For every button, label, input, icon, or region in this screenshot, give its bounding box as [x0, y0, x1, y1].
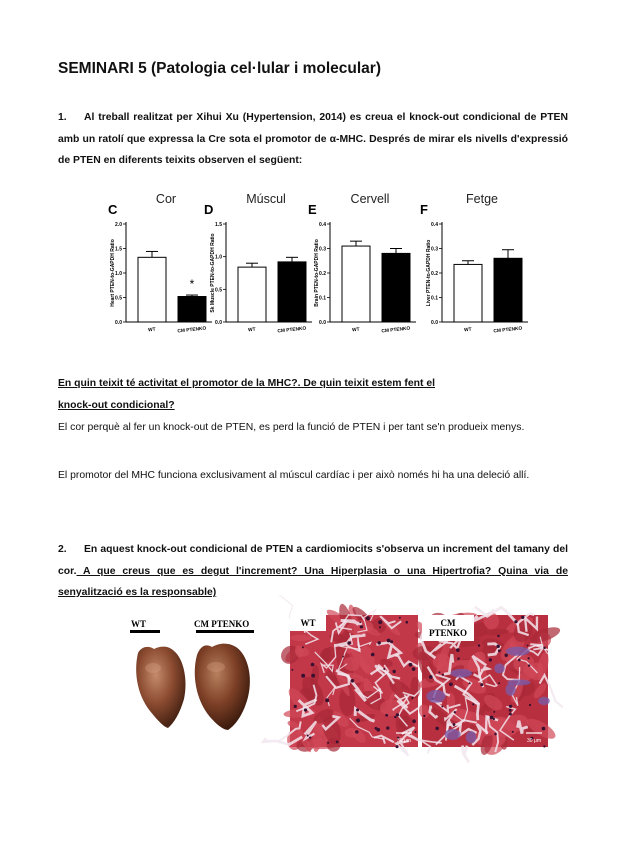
chart-ytick-label: 0.5 [215, 287, 222, 294]
chart-category-label: CM PTENKO [381, 326, 411, 335]
chart-category-label: CM PTENKO [177, 326, 207, 335]
chart-ytick-label: 1.0 [115, 271, 122, 277]
chart-category-label: CM PTENKO [493, 326, 523, 335]
histology-ko-label-line-2: PTENKO [428, 628, 468, 638]
wt-heart-shape [136, 647, 185, 728]
chart-ytick-label: 1.5 [215, 222, 222, 228]
chart-category-label: WT [247, 327, 256, 334]
chart-ytick-label: 0.3 [431, 246, 438, 253]
chart-title: Cor [155, 192, 177, 206]
histology-ko-image [422, 615, 548, 747]
chart-panel-letter: D [204, 202, 214, 217]
chart-svg-c [108, 188, 218, 338]
chart-svg-f [420, 188, 534, 338]
chart-bar-wt [138, 257, 166, 322]
chart-panel-letter: C [108, 202, 118, 217]
chart-ytick-label: 0.4 [319, 222, 326, 228]
question-2-prompt: A que creus que es degut l'increment? Una Hiperplasia o una Hipertrofia? Quina via de senyalització es la responsable) [58, 565, 568, 598]
histology-ko-label-line-1: CM [440, 618, 456, 628]
chart-bar-cm-ptenko [178, 297, 206, 322]
chart-ytick-label: 0.5 [115, 295, 122, 302]
chart-category-label: WT [351, 327, 360, 334]
chart-svg-d [204, 188, 318, 338]
chart-bar-wt [342, 246, 370, 322]
chart-significance-marker: * [189, 277, 195, 292]
chart-panel-d [204, 188, 318, 343]
chart-ytick-label: 0.4 [431, 222, 438, 228]
scale-bar-label: 30 μm [527, 738, 541, 744]
question-1-prompt-line-1: En quin teixit té activitat el promotor de la MHC?. De quin teixit estem fent el [58, 378, 436, 389]
chart-ytick-label: 2.0 [115, 222, 122, 228]
wt-photo-label-bar [130, 630, 160, 633]
chart-bar-cm-ptenko [494, 258, 522, 322]
question-1-number: 1. [58, 112, 67, 123]
histology-wt-image [290, 615, 418, 747]
chart-ytick-label: 0.0 [319, 320, 326, 326]
histology-wt-label-line-1: WT [300, 618, 316, 628]
chart-ytick-label: 0.0 [115, 320, 122, 326]
chart-panel-f [420, 188, 534, 343]
answer-1-paragraph-1: El cor perquè al fer un knock-out de PTEN, es perd la funció de PTEN i per tant se'n produeix menys. [58, 422, 525, 433]
chart-ylabel: Liver PTEN-to-GAPDH Ratio [426, 239, 432, 307]
chart-ytick-label: 0.0 [431, 320, 438, 326]
chart-title: Fetge [466, 192, 498, 206]
ko-photo-label: CM PTENKO [194, 619, 250, 629]
chart-ytick-label: 0.0 [215, 320, 222, 326]
chart-ytick-label: 0.2 [319, 271, 326, 277]
chart-ylabel: Heart PTEN-to-GAPDH Ratio [110, 239, 116, 307]
chart-ytick-label: 0.1 [431, 295, 438, 302]
question-2-text: 2. En aquest knock-out condicional de PTEN a cardiomiocits s'observa un increment del tamany del cor. A que creus que es degut l'increment? Una Hiperplasia o una Hipertrofia? Quina via de senyalització es la responsable) [58, 539, 568, 604]
chart-bar-cm-ptenko [382, 253, 410, 322]
chart-category-label: WT [463, 327, 472, 334]
question-1-prompt-line-2: knock-out condicional? [58, 399, 175, 411]
chart-ylabel: Brain PTEN-to-GAPDH Ratio [314, 239, 320, 307]
chart-title: Cervell [350, 192, 390, 206]
page-title: SEMINARI 5 (Patologia cel·lular i molecular) [58, 60, 381, 77]
chart-bar-wt [454, 264, 482, 322]
chart-category-label: CM PTENKO [277, 326, 307, 335]
chart-panel-letter: F [420, 202, 428, 217]
chart-panel-letter: E [308, 202, 317, 217]
heart-photo [124, 615, 272, 733]
chart-ytick-label: 1.5 [115, 246, 122, 253]
chart-title: Múscul [246, 192, 286, 206]
question-1-text: 1. Al treball realitzat per Xihui Xu (Hypertension, 2014) es creua el knock-out condicional de PTEN amb un ratolí que expressa la Cre sota el promotor de α-MHC. Després de mirar els nivells d'expressió de PTEN en diferents teixits observen el següent: [58, 107, 568, 172]
chart-category-label: WT [147, 327, 156, 334]
chart-panel-c [108, 188, 218, 343]
chart-ytick-label: 0.3 [319, 246, 326, 253]
chart-bar-wt [238, 267, 266, 322]
chart-ytick-label: 1.0 [215, 254, 222, 261]
chart-bar-cm-ptenko [278, 262, 306, 322]
ko-heart-shape [195, 644, 250, 730]
chart-ytick-label: 0.2 [431, 271, 438, 277]
wt-photo-label: WT [131, 619, 147, 629]
chart-panel-e [308, 188, 422, 343]
question-2-number: 2. [58, 544, 67, 555]
chart-ytick-label: 0.1 [319, 295, 326, 302]
question-1-prompt [58, 373, 568, 416]
ko-photo-label-bar [196, 630, 254, 633]
chart-ylabel: Sk Muscle PTEN-to-GAPDH Ratio [210, 233, 216, 313]
scale-bar-label: 30 μm [397, 738, 411, 744]
chart-svg-e [308, 188, 422, 338]
answer-1-paragraph-2: El promotor del MHC funciona exclusivament al múscul cardíac i per això només hi ha una deleció allí. [58, 470, 530, 481]
